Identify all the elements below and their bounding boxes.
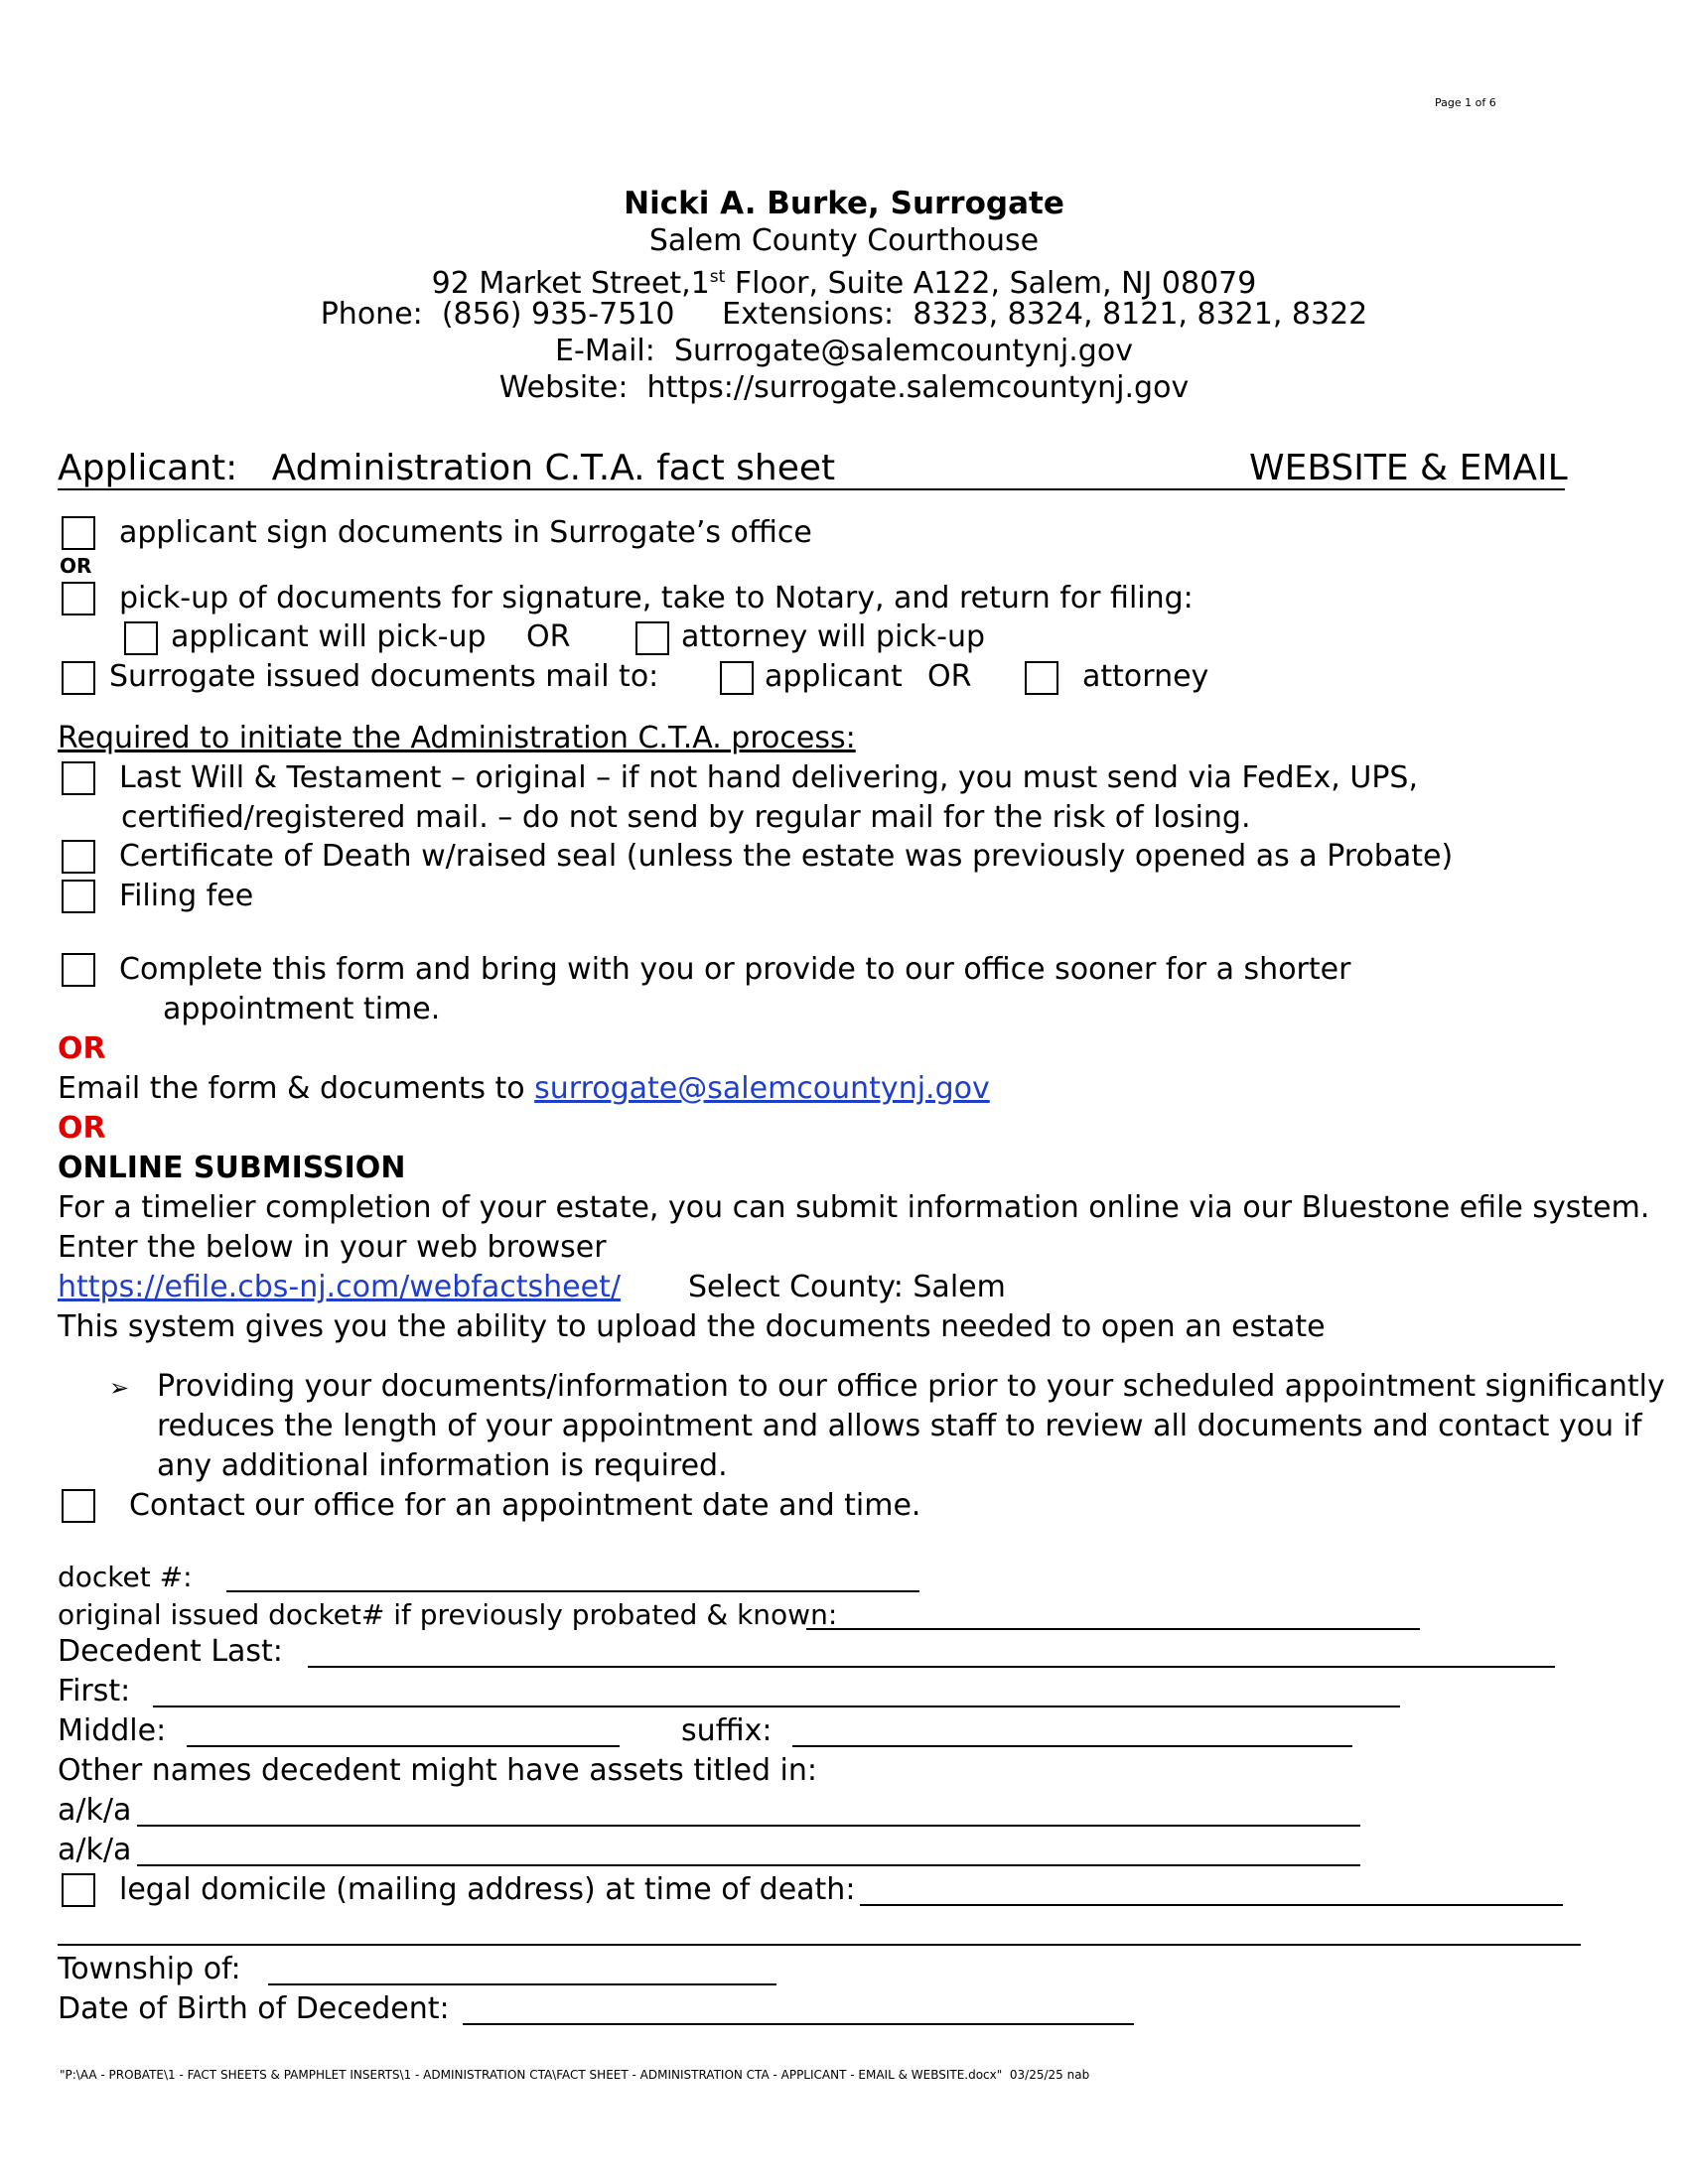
suffix-input-line[interactable]	[792, 1745, 1352, 1747]
filing-fee-checkbox[interactable]	[62, 880, 95, 913]
domicile-label: legal domicile (mailing address) at time of death:	[119, 1872, 856, 1907]
mail-to-checkbox[interactable]	[62, 661, 95, 695]
applicant-pickup-checkbox[interactable]	[124, 621, 158, 655]
sign-in-office-checkbox[interactable]	[62, 516, 95, 550]
contact-office-text: Contact our office for an appointment date and time.	[129, 1488, 921, 1523]
docket-input-line[interactable]	[226, 1590, 919, 1592]
upload-text: This system gives you the ability to upload the documents needed to open an estate	[58, 1309, 1326, 1344]
bullet-line2: reduces the length of your appointment and allows staff to review all documents and contact you if	[157, 1409, 1642, 1443]
township-input-line[interactable]	[268, 1983, 776, 1985]
attorney-pickup-checkbox[interactable]	[635, 621, 669, 655]
page-number: Page 1 of 6	[1435, 96, 1496, 109]
original-docket-label: original issued docket# if previously probated & known:	[58, 1598, 838, 1631]
decedent-last-input-line[interactable]	[308, 1666, 1555, 1668]
mail-or: OR	[927, 659, 972, 694]
sign-in-office-label: applicant sign documents in Surrogate’s office	[119, 515, 812, 550]
docket-label: docket #:	[58, 1561, 193, 1593]
aka-label-2: a/k/a	[58, 1833, 132, 1867]
mail-to-label: Surrogate issued documents mail to:	[109, 659, 659, 694]
complete-form-line1: Complete this form and bring with you or provide to our office sooner for a shorter	[119, 952, 1351, 987]
original-docket-input-line[interactable]	[806, 1628, 1420, 1630]
pickup-checkbox[interactable]	[62, 582, 95, 615]
first-name-input-line[interactable]	[153, 1706, 1400, 1707]
email-instruction: Email the form & documents to surrogate@salemcountynj.gov	[58, 1071, 990, 1106]
bullet-line1: Providing your documents/information to our office prior to your scheduled appointment significantly	[157, 1369, 1665, 1404]
dob-label: Date of Birth of Decedent:	[58, 1991, 450, 2026]
aka-label-1: a/k/a	[58, 1793, 132, 1828]
required-heading: Required to initiate the Administration C.T.A. process:	[58, 721, 856, 755]
first-name-label: First:	[58, 1674, 131, 1708]
mail-attorney-label: attorney	[1082, 659, 1209, 694]
middle-name-input-line[interactable]	[187, 1745, 620, 1747]
attorney-pickup-label: attorney will pick-up	[681, 619, 986, 654]
domicile-checkbox[interactable]	[62, 1873, 95, 1907]
aka-input-line-2[interactable]	[137, 1864, 1360, 1866]
select-county: Select County: Salem	[688, 1270, 1006, 1304]
pickup-label: pick-up of documents for signature, take to Notary, and return for filing:	[119, 581, 1194, 615]
online-submission-heading: ONLINE SUBMISSION	[58, 1151, 406, 1185]
title-underline	[58, 488, 1565, 490]
complete-form-line2: appointment time.	[163, 992, 441, 1026]
email-line: E-Mail: Surrogate@salemcountynj.gov	[555, 334, 1133, 368]
suffix-label: suffix:	[681, 1713, 773, 1748]
online-text-line1: For a timelier completion of your estate, you can submit information online via our Bluestone efile system.	[58, 1190, 1650, 1225]
domicile-input-line-2[interactable]	[58, 1944, 1581, 1946]
complete-form-checkbox[interactable]	[62, 953, 95, 987]
pickup-or: OR	[526, 619, 571, 654]
filing-fee-text: Filing fee	[119, 879, 254, 913]
will-text-line2: certified/registered mail. – do not send by regular mail for the risk of losing.	[121, 800, 1251, 835]
middle-name-label: Middle:	[58, 1713, 167, 1748]
decedent-last-label: Decedent Last:	[58, 1634, 283, 1669]
dob-input-line[interactable]	[463, 2023, 1134, 2025]
mail-attorney-checkbox[interactable]	[1025, 661, 1058, 695]
death-cert-text: Certificate of Death w/raised seal (unless the estate was previously opened as a Probate)	[119, 839, 1454, 874]
arrow-bullet-icon: ➢	[109, 1374, 130, 1402]
phone-extensions: Phone: (856) 935-7510 Extensions: 8323, 8324, 8121, 8321, 8322	[320, 297, 1368, 332]
form-title-tag: WEBSITE & EMAIL	[1249, 448, 1568, 488]
other-names-label: Other names decedent might have assets titled in:	[58, 1753, 817, 1788]
township-label: Township of:	[58, 1952, 241, 1986]
efile-link[interactable]: https://efile.cbs-nj.com/webfactsheet/	[58, 1270, 621, 1304]
footer-file-path: "P:\AA - PROBATE\1 - FACT SHEETS & PAMPHLET INSERTS\1 - ADMINISTRATION CTA\FACT SHEET - ADMINISTRATION CTA - APPLICANT - EMAIL & WEBSITE.docx" 03/25/25 nab	[60, 2068, 1090, 2082]
domicile-input-line[interactable]	[860, 1904, 1563, 1906]
surrogate-email-link[interactable]: surrogate@salemcountynj.gov	[534, 1071, 990, 1106]
aka-input-line-1[interactable]	[137, 1825, 1360, 1827]
online-text-line2: Enter the below in your web browser	[58, 1230, 607, 1265]
courthouse-name: Salem County Courthouse	[648, 223, 1040, 258]
website-line: Website: https://surrogate.salemcountynj.gov	[498, 370, 1190, 405]
surrogate-name: Nicki A. Burke, Surrogate	[624, 186, 1064, 221]
or-divider: OR	[60, 554, 92, 578]
or-red-1: OR	[58, 1031, 106, 1066]
or-red-2: OR	[58, 1111, 106, 1146]
contact-office-checkbox[interactable]	[62, 1489, 95, 1523]
bullet-line3: any additional information is required.	[157, 1448, 728, 1483]
mail-applicant-label: applicant	[765, 659, 903, 694]
will-text-line1: Last Will & Testament – original – if not hand delivering, you must send via FedEx, UPS,	[119, 760, 1419, 795]
applicant-pickup-label: applicant will pick-up	[171, 619, 487, 654]
mail-applicant-checkbox[interactable]	[720, 661, 754, 695]
will-checkbox[interactable]	[62, 761, 95, 795]
courthouse-address: 92 Market Street,1st Floor, Suite A122, Salem, NJ 08079	[431, 266, 1257, 301]
death-cert-checkbox[interactable]	[62, 840, 95, 874]
form-title: Applicant: Administration C.T.A. fact sheet	[58, 448, 836, 488]
